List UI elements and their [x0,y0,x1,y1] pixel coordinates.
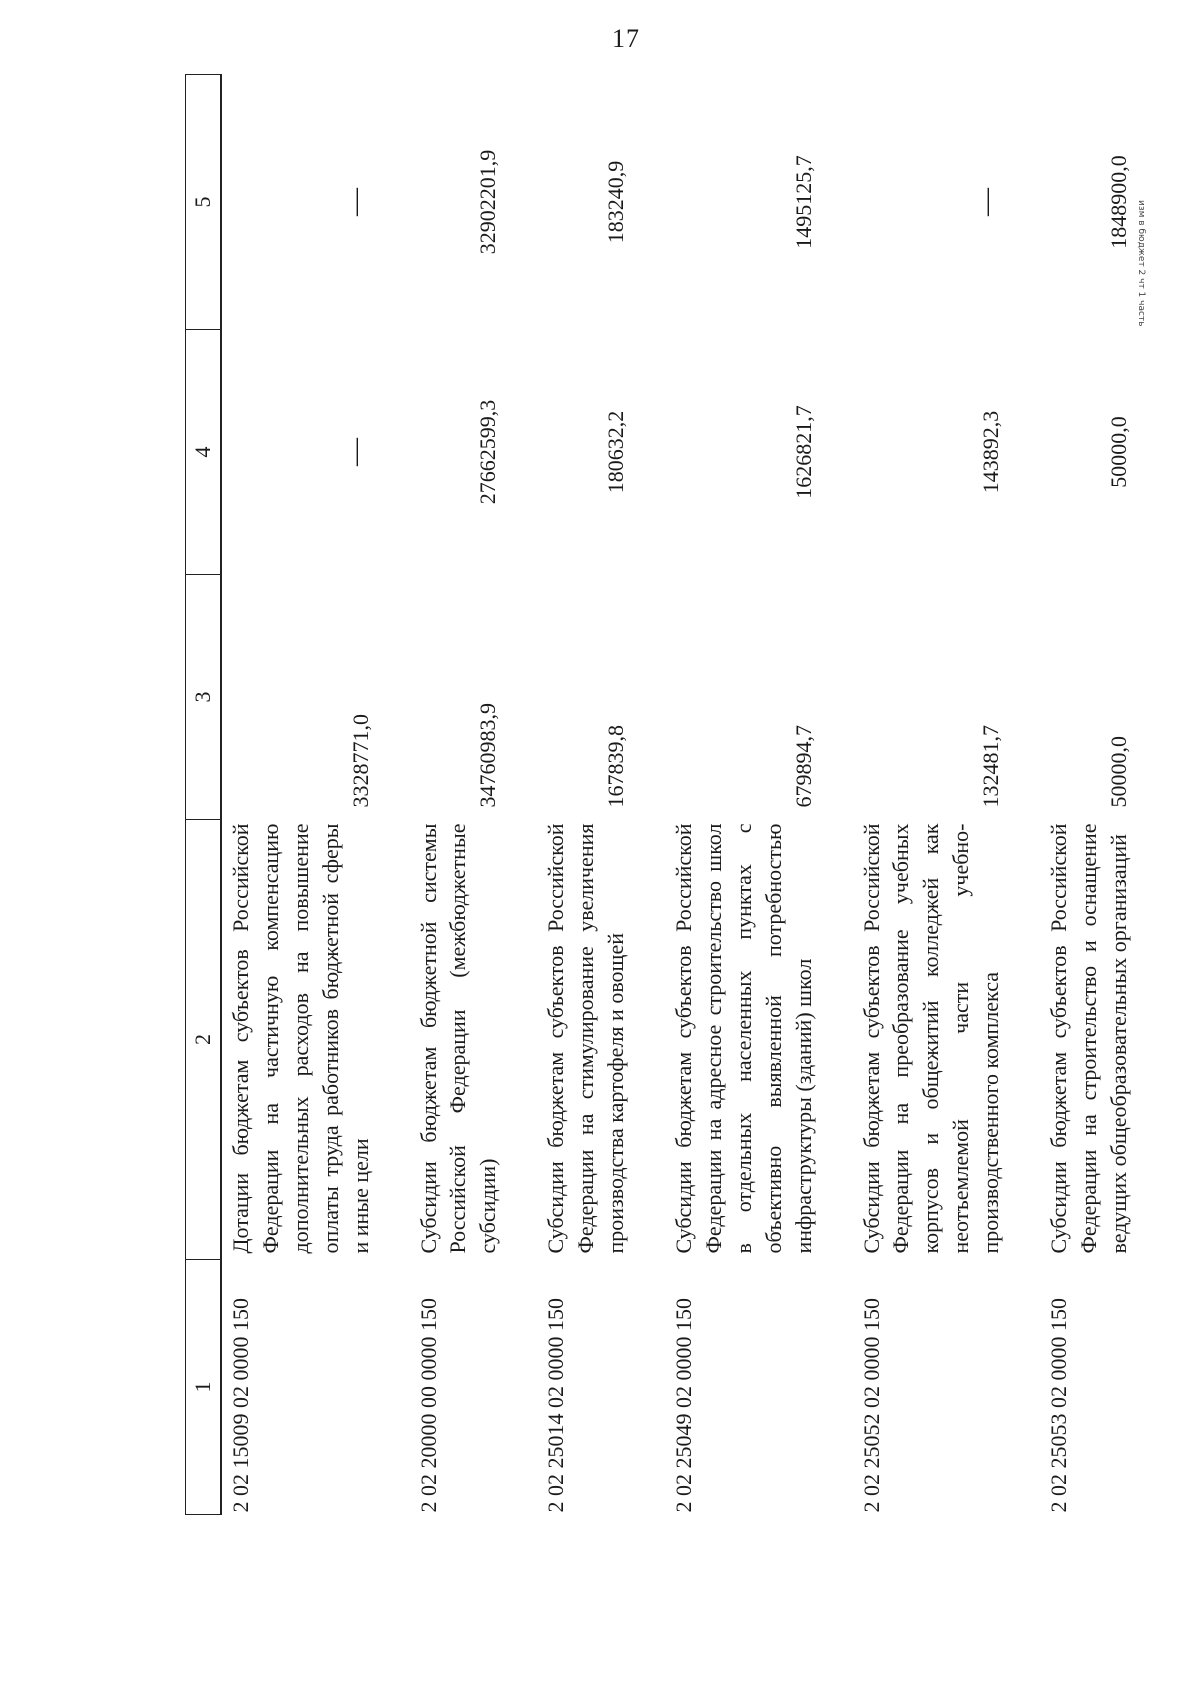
header-col-4: 4 [186,330,222,575]
table-row [221,75,414,1515]
row-name: Субсидии бюджетам бюджетной системы Российской Федерации (межбюджетные субсидии) [415,823,501,1254]
header-col-3: 3 [186,575,222,820]
row-value-5: 1495125,7 [790,155,816,249]
rotated-table-wrapper [185,75,1172,1515]
row-value-4: 180632,2 [603,410,629,494]
row-value-5: — [340,188,372,216]
row-value-5: 32902201,9 [475,149,501,255]
row-name: Субсидии бюджетам субъектов Российской Федерации на преобразование учебных корпусов и общежитий колледжей как неотъемлемой части учебно-производственного комплекса [858,823,1004,1254]
table-row [541,75,669,1515]
row-name: Субсидии бюджетам субъектов Российской Федерации на стимулирование увеличения производства картофеля и овощей [543,823,629,1254]
table-row [1044,75,1172,1515]
page-number: 17 [612,24,640,53]
row-code: 2 02 25014 02 0000 150 [543,1298,569,1513]
row-code: 2 02 20000 00 0000 150 [415,1298,441,1513]
header-col-5: 5 [186,75,222,330]
table-row [669,75,857,1515]
header-col-1: 1 [186,1260,222,1515]
table-row [857,75,1045,1515]
row-value-4: 1626821,7 [790,405,816,499]
row-value-5: 183240,9 [603,160,629,244]
row-value-3: 679894,7 [790,725,816,808]
row-value-4: 143892,3 [978,410,1004,494]
footer-note: изм в бюджет 2 чт 1 часть [1136,200,1146,327]
row-value-4: 50000,0 [1105,416,1131,488]
row-value-3: 34760983,9 [475,703,501,808]
header-col-2: 2 [186,820,222,1260]
row-code: 2 02 15009 02 0000 150 [228,1298,253,1513]
row-code: 2 02 25052 02 0000 150 [858,1298,884,1513]
budget-table [185,74,1172,1515]
table-row [414,75,542,1515]
row-value-4: — [340,438,372,466]
row-code: 2 02 25049 02 0000 150 [670,1298,696,1513]
row-code: 2 02 25053 02 0000 150 [1046,1298,1072,1513]
row-name: Субсидии бюджетам субъектов Российской Федерации на адресное строительство школ в отдельных населенных пунктах с объективно выявленной потребностью инфраструктуры (зданий) школ [670,823,816,1254]
row-name: Дотации бюджетам субъектов Российской Федерации на частичную компенсацию дополнительных расходов на повышение оплаты труда работников бюджетной сферы и иные цели [228,823,373,1254]
row-name: Субсидии бюджетам субъектов Российской Федерации на строительство и оснащение ведущих общеобразовательных организаций [1046,823,1131,1254]
row-value-3: 3328771,0 [347,714,373,808]
row-value-5: 1848900,0 [1105,155,1131,249]
row-value-3: 132481,7 [978,725,1004,808]
row-value-3: 167839,8 [603,725,629,808]
header-row [186,75,222,1515]
row-value-4: 27662599,3 [475,399,501,505]
row-value-3: 50000,0 [1105,736,1131,808]
row-value-5: — [970,188,1002,216]
